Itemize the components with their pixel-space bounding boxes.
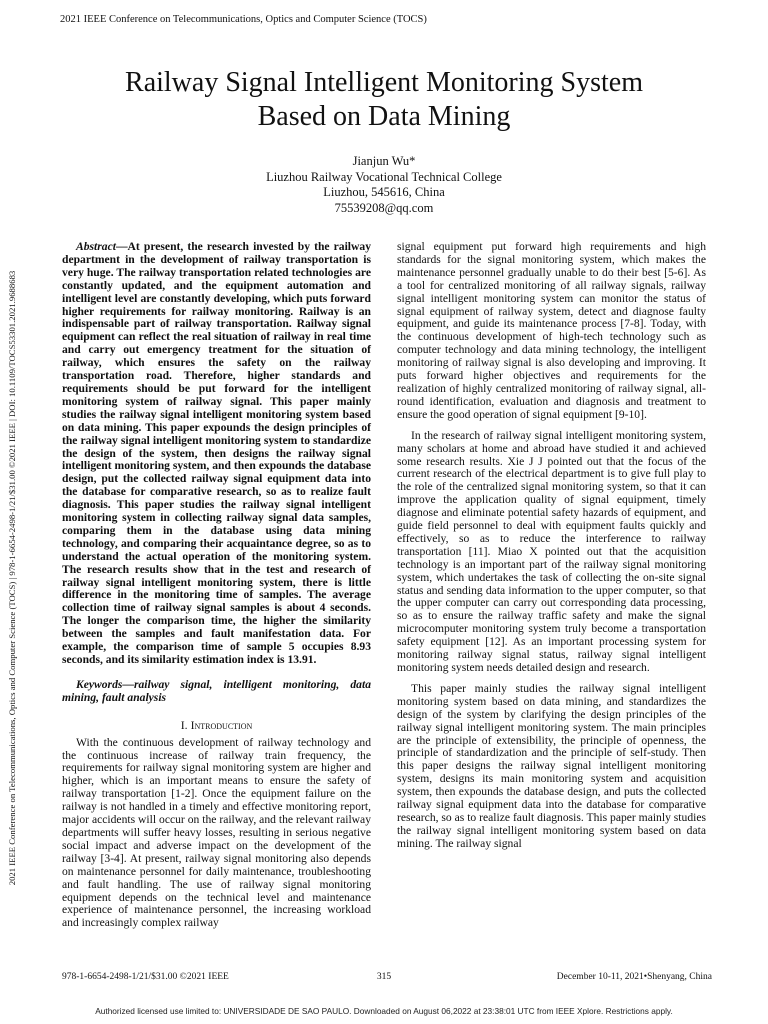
title-line: Railway Signal Intelligent Monitoring System xyxy=(125,67,643,98)
footer-date-location: December 10-11, 2021•Shenyang, China xyxy=(556,972,712,982)
doi-side-strip xyxy=(5,168,19,988)
abstract xyxy=(62,241,371,667)
body-paragraph: This paper mainly studies the railway signal intelligent monitoring system based on data mining, and standardizes the design of the system by clarifying the design principles of the railway signal intelligent monitoring system. The main principles are the principle of extensibility, the principle of openness, the principle of standardization and the principle of self-study. Then this paper designs the railway signal intelligent monitoring system, designs its main monitoring system and acquisition system, then expounds the database design, and puts the collected railway signal equipment data into the database for comparative research, so as to realize fault diagnosis. This paper mainly studies the railway signal intelligent monitoring system based on data mining. The railway signal xyxy=(397,681,706,850)
intro-paragraph: With the continuous development of railway technology and the continuous increase of railway train frequency, the requirements for railway signal monitoring system are higher and higher, which is an important means to ensure the safety of railway transportation [1-2]. Once the equipment failure on the railway is not handled in a timely and effective monitoring report, major accidents will occur on the railway, and the relevant railway departments will suffer heavy losses, resulting in serious negative social impact and adverse impact on the development of the railway [3-4]. At present, railway signal monitoring also depends on maintenance personnel for daily maintenance, troubleshooting and fault handling. The use of railway signal monitoring equipment depends on the technical level and maintenance experience of maintenance personnel, the increasing workload and increasingly complex railway xyxy=(62,735,371,930)
left-column xyxy=(62,241,371,938)
title-line: Based on Data Mining xyxy=(257,101,511,132)
abstract-text: At present, the research invested by the railway department in the development of railway transportation is very huge. The railway transportation related technologies are constantly updated, and the equipment automation and intelligent level are constantly developing, which puts forward higher requirements for railway monitoring. Railway is an indispensable part of railway transportation. Railway signal equipment can reflect the real situation of railway in real time and carry out emergency treatment for the situation of railway, which ensures the safety on the railway transportation road. Therefore, higher standards and requirements should be put forward for the intelligent monitoring system of railway signal. This paper mainly studies the railway signal intelligent monitoring system based on data mining. This paper expounds the design principles of the railway signal intelligent monitoring system to standardize the design of the system, then designs the railway signal intelligent monitoring system, and then expounds the database design, put the collected railway signal equipment data into the database for comparative research, so as to realize fault diagnosis. This paper studies the railway signal intelligent monitoring system in collecting railway signal data samples, comparing them in the database using data mining technology, and comparing their acquaintance degree, so as to understand the actual operation of the monitoring system. The research results show that in the test and research of railway signal intelligent monitoring system, there is little difference in the monitoring time of samples. The average collection time of railway signal samples is about 4 seconds. The longer the comparison time, the higher the similarity between the samples and fault manifestation data. For example, the comparison time of sample 5 occupies 8.93 seconds, and its similarity estimation index is 13.91. xyxy=(62,240,371,666)
right-column xyxy=(397,241,706,859)
keywords xyxy=(62,679,371,705)
author-email: 75539208@qq.com xyxy=(334,200,434,215)
keywords-label: Keywords xyxy=(76,677,123,691)
paper-title xyxy=(40,66,728,134)
author-affiliation: Liuzhou Railway Vocational Technical College xyxy=(266,169,502,184)
section-title: Introduction xyxy=(190,717,253,732)
author-location: Liuzhou, 545616, China xyxy=(323,185,445,199)
author-block xyxy=(0,154,768,216)
license-notice: Authorized licensed use limited to: UNIVERSIDADE DE SAO PAULO. Downloaded on August 06,2022 at 23:38:01 UTC from IEEE Xplore. Restrictions apply. xyxy=(95,1006,673,1016)
abstract-dash: — xyxy=(115,240,128,253)
author-name: Jianjun Wu* xyxy=(352,154,416,168)
footer-isbn: 978-1-6654-2498-1/21/$31.00 ©2021 IEEE xyxy=(62,972,229,982)
keywords-text: railway signal, intelligent monitoring, data mining, fault analysis xyxy=(62,677,371,704)
conference-header: 2021 IEEE Conference on Telecommunications, Optics and Computer Science (TOCS) xyxy=(60,14,427,25)
page-number: 315 xyxy=(376,972,392,982)
doi-side-text: 2021 IEEE Conference on Telecommunications, Optics and Computer Science (TOCS) | 978-1-6654-2498-1/21/$31.00 ©2021 IEEE | DOI: 10.1109/TOCS53301.2021.9688683 xyxy=(7,270,17,886)
body-paragraph: In the research of railway signal intelligent monitoring system, many scholars at home and abroad have studied it and achieved some research results. Xie J J pointed out that the focus of the current research of the electrical department is to give full play to the role of the centralized signal monitoring system, so that it can improve the application quality of signal equipment, timely diagnose and eliminate potential safety hazards of equipment, and guide field personnel to deal with equipment faults quickly and effectively, so as to reduce the interference to railway transportation [11]. Miao X pointed out that the acquisition technology is an important part of the railway signal monitoring system, which undertakes the task of collecting the on-site signal status and sending data information to the upper computer, so that the upper computer can carry out corresponding data processing, so as to ensure the railway traffic safety and make the signal microcomputer monitoring system truly become a transportation safety equipment [12]. As an important processing system for monitoring railway signal status, railway signal intelligent monitoring system needs detailed design and research. xyxy=(397,428,706,674)
section-numeral: I. xyxy=(180,717,188,732)
section-heading-introduction xyxy=(62,719,371,732)
abstract-label: Abstract xyxy=(76,240,116,253)
body-paragraph: signal equipment put forward high requirements and high standards for the signal monitoring system, which makes the maintenance personnel gradually unable to do their best [5-6]. As a tool for centralized monitoring of all railway signals, railway signal intelligent monitoring system can monitor the status of signal equipment of railway system, detect and diagnose faulty equipment, and guide its maintenance process [7-8]. Today, with the continuous development of high-tech technology such as computer technology and data mining technology, the intelligent monitoring of railway signal is also developing and improving. It puts forward higher objectives and requirements for the realization of highly centralized monitoring of railway signal, all-round identification, evaluation and diagnosis and treatment to ensure the good operation of signal equipment [9-10]. xyxy=(397,240,706,421)
keywords-dash: — xyxy=(122,677,134,691)
